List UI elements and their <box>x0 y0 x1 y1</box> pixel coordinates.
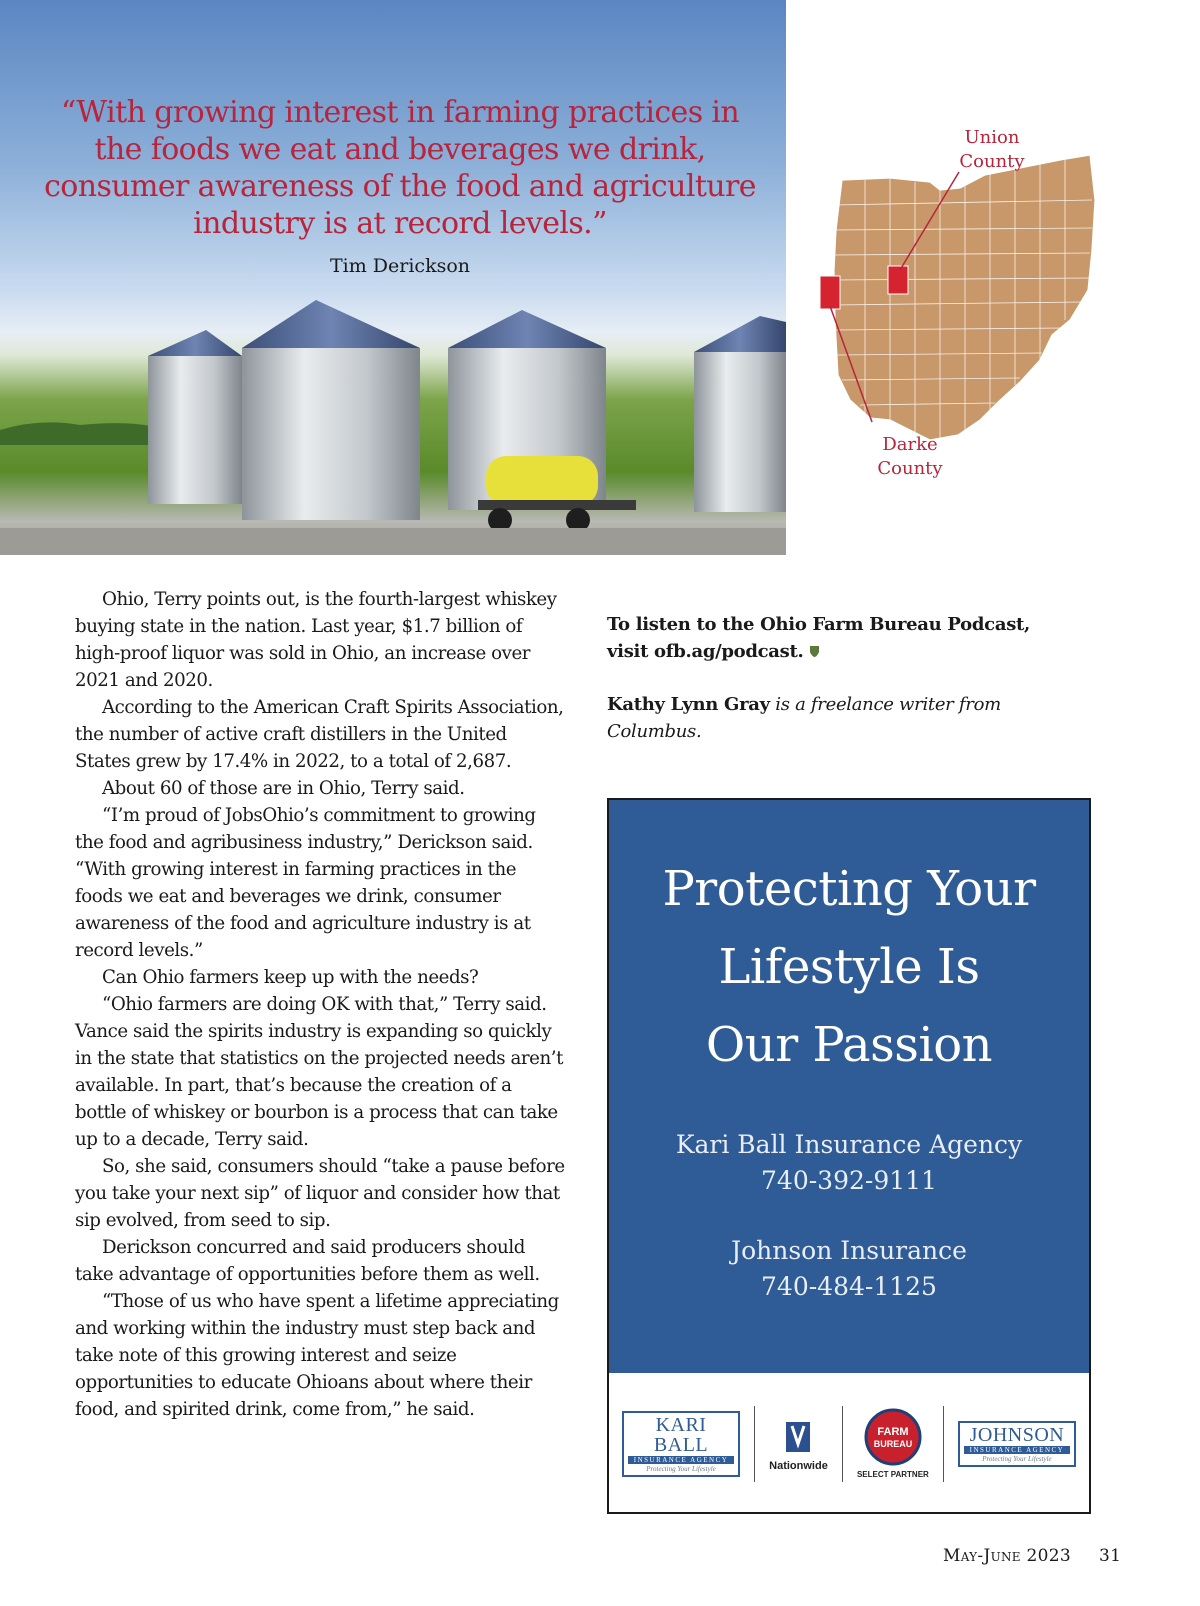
farm-bureau-seal-line1: FARM <box>877 1426 909 1438</box>
darke-label-line2: County <box>877 458 943 479</box>
silo-2 <box>242 300 420 520</box>
farm-bureau-partner-text: SELECT PARTNER <box>856 1470 929 1479</box>
agency1-phone[interactable]: 740-392-9111 <box>761 1166 937 1195</box>
silo-illustration <box>0 0 786 555</box>
logo-divider <box>754 1406 755 1482</box>
farm-bureau-seal-line2: BUREAU <box>873 1439 913 1449</box>
union-label-line2: County <box>959 151 1025 172</box>
quote-author: Tim Derickson <box>329 255 471 277</box>
kari-ball-logo-tag: Protecting Your Lifestyle <box>646 1464 716 1473</box>
silo-1 <box>148 330 242 504</box>
farm-bureau-logo <box>857 1408 929 1479</box>
silo-4 <box>694 316 786 512</box>
page-footer <box>943 1546 1143 1566</box>
insurance-advertisement[interactable] <box>607 798 1091 1514</box>
article-paragraph: “Those of us who have spent a lifetime appreciating and working within the industry must step back and take note of this growing interest and seize opportunities to educate Ohioans about where their food, and spirited drink, come from,” he said. <box>75 1291 559 1420</box>
darke-county-highlight <box>820 276 840 309</box>
nationwide-logo <box>769 1416 828 1472</box>
ad-logo-strip <box>609 1373 1089 1514</box>
article-paragraph: “Ohio farmers are doing OK with that,” Terry said. Vance said the spirits industry is expanding so quickly in the state that statistics on the projected needs aren’t available. In part, that’s because the creation of a bottle of whiskey or bourbon is a process that can take up to a decade, Terry said. <box>75 994 563 1150</box>
article-paragraph: Ohio, Terry points out, is the fourth-largest whiskey buying state in the nation. Last year, $1.7 billion of high-proof liquor was sold in Ohio, an increase over 2021 and 2020. <box>75 589 557 691</box>
johnson-logo <box>958 1421 1076 1467</box>
article-paragraph: Derickson concurred and said producers should take advantage of opportunities before them as well. <box>75 1237 540 1285</box>
article-paragraph: According to the American Craft Spirits Association, the number of active craft distillers in the United States grew by 17.4% in 2022, to a total of 2,687. <box>75 697 564 772</box>
johnson-logo-tag: Protecting Your Lifestyle <box>982 1454 1052 1463</box>
article-body <box>75 586 565 1423</box>
pull-quote: “With growing interest in farming practices in the foods we eat and beverages we drink, consumer awareness of the food and agriculture industry is at record levels.” <box>44 95 756 241</box>
nationwide-eagle-icon <box>778 1416 818 1456</box>
podcast-note <box>607 612 1077 665</box>
ad-agency-2 <box>609 1233 1089 1305</box>
ad-headline-line3: Our Passion <box>705 1017 993 1073</box>
article-paragraph: “I’m proud of JobsOhio’s commitment to growing the food and agribusiness industry,” Derickson said. “With growing interest in farming practices in the foods we eat and beverages we drink, consumer awareness of the food and agriculture industry is at record levels.” <box>75 805 536 961</box>
ad-blue-panel <box>609 800 1089 1373</box>
union-county-label <box>942 126 1042 174</box>
logo-divider <box>943 1406 944 1482</box>
ad-headline-line2: Lifestyle Is <box>718 939 980 995</box>
article-paragraph: About 60 of those are in Ohio, Terry said. <box>102 778 465 799</box>
page-number: 31 <box>1099 1546 1122 1566</box>
darke-county-label <box>860 433 960 481</box>
agency2-name: Johnson Insurance <box>731 1236 967 1265</box>
author-bio <box>607 692 1077 745</box>
kari-ball-logo-sub: INSURANCE AGENCY <box>628 1456 734 1464</box>
ad-agency-1 <box>609 1127 1089 1199</box>
farm-bureau-seal-icon <box>864 1408 922 1466</box>
nationwide-logo-text: Nationwide <box>769 1459 828 1472</box>
sidebar-notes <box>607 612 1077 745</box>
author-description: is a freelance writer from Columbus. <box>607 694 1001 742</box>
author-name: Kathy Lynn Gray <box>607 694 770 715</box>
tank-trailer <box>478 456 636 532</box>
johnson-logo-name: JOHNSON <box>969 1423 1065 1446</box>
ad-headline-line1: Protecting Your <box>662 861 1036 917</box>
kari-ball-logo <box>622 1411 740 1477</box>
union-county-highlight <box>888 266 908 294</box>
farm-photo <box>0 0 786 555</box>
agency2-phone[interactable]: 740-484-1125 <box>761 1272 937 1301</box>
kari-ball-logo-name: KARI BALL <box>653 1413 709 1456</box>
johnson-logo-sub: INSURANCE AGENCY <box>964 1446 1070 1454</box>
article-paragraph: So, she said, consumers should “take a pause before you take your next sip” of liquor and consider how that sip evolved, from seed to sip. <box>75 1156 565 1231</box>
podcast-text[interactable]: To listen to the Ohio Farm Bureau Podcast, visit ofb.ag/podcast. <box>607 614 1031 662</box>
union-label-line1: Union <box>964 127 1020 148</box>
ohio-leaf-icon <box>809 645 820 658</box>
issue-date: May-June 2023 <box>943 1546 1072 1566</box>
article-paragraph: Can Ohio farmers keep up with the needs? <box>102 967 479 988</box>
logo-divider <box>842 1406 843 1482</box>
ohio-state-shape <box>834 155 1095 440</box>
darke-label-line1: Darke <box>882 434 938 455</box>
agency1-name: Kari Ball Insurance Agency <box>675 1130 1023 1159</box>
ad-headline <box>609 850 1089 1084</box>
